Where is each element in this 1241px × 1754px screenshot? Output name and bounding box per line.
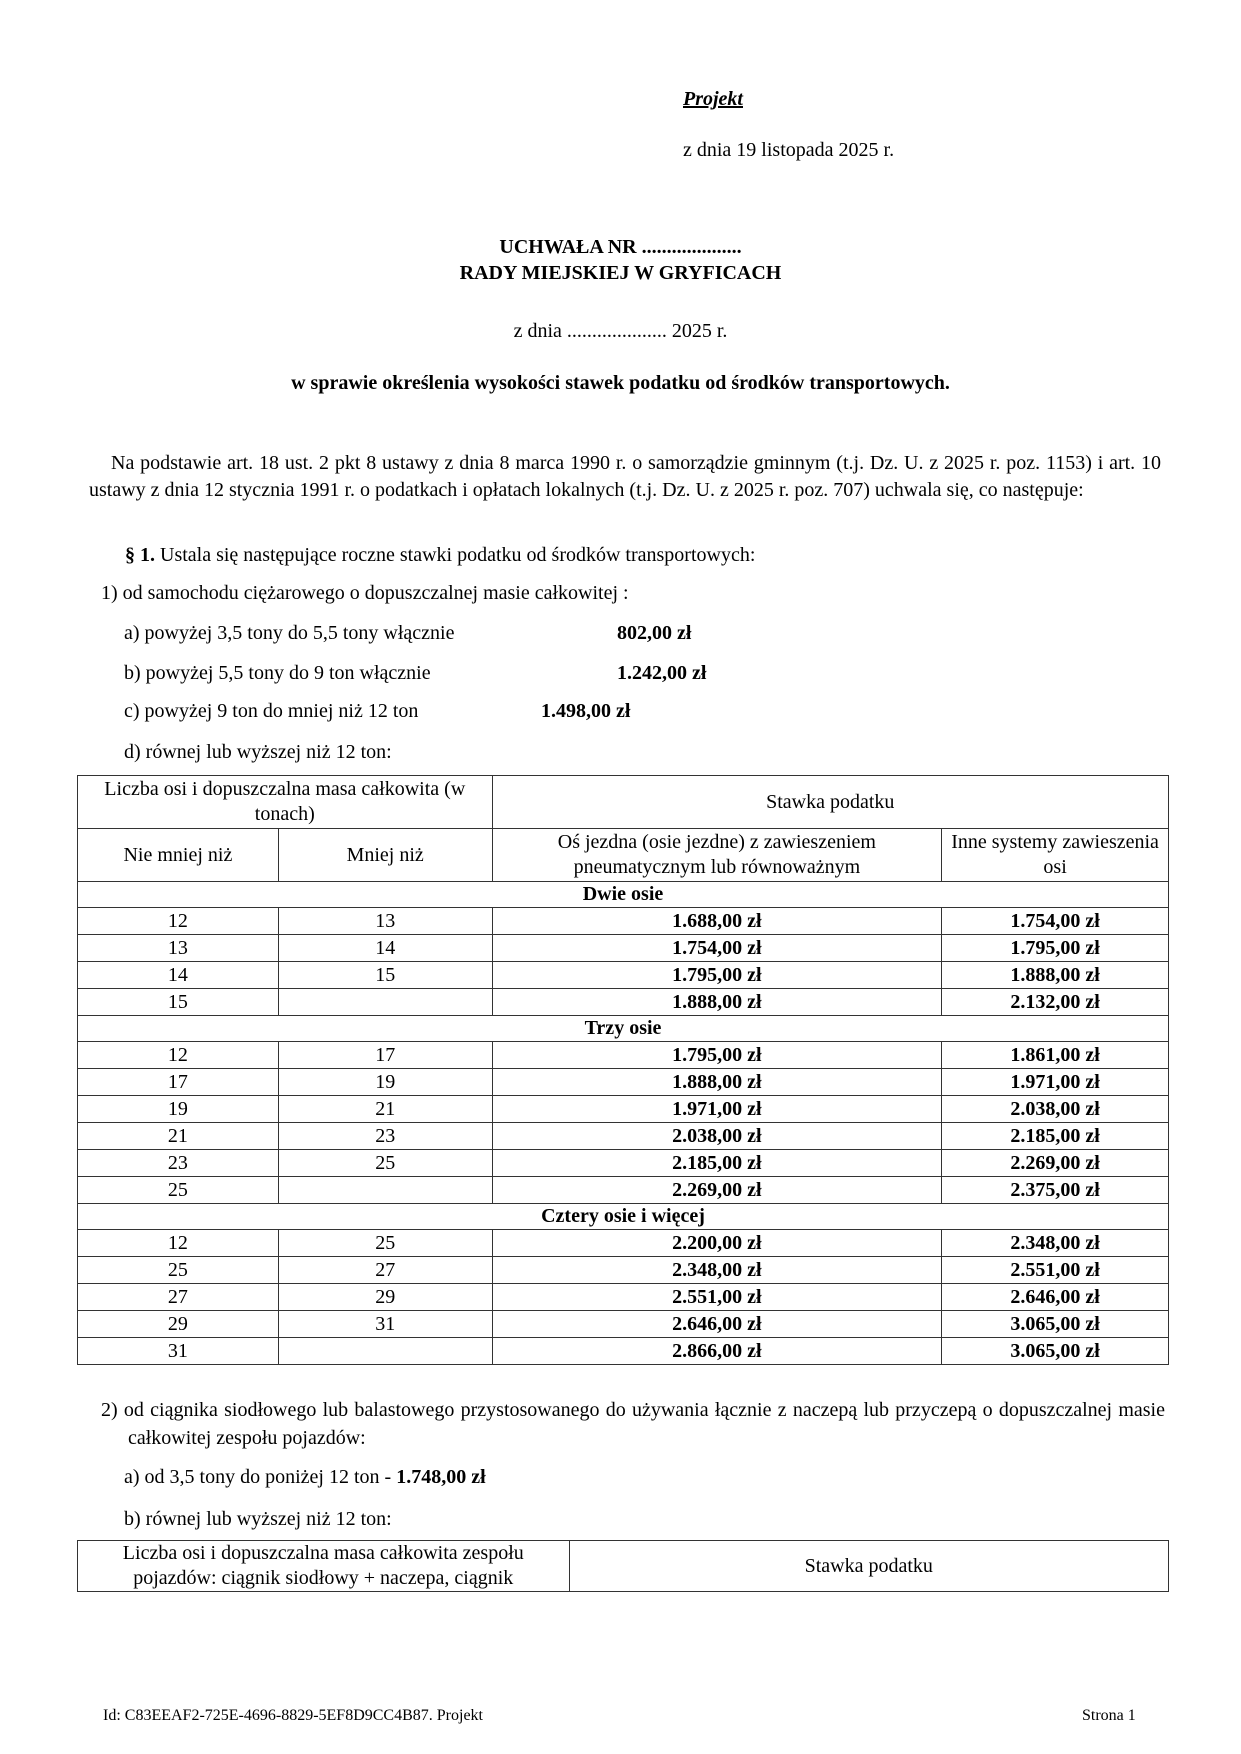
cell-max: 17	[278, 1042, 492, 1069]
section-1-mark: § 1.	[125, 544, 155, 566]
table2-header-row	[78, 1541, 1169, 1592]
cell-max	[278, 989, 492, 1016]
footer-document-id: Id: C83EEAF2-725E-4696-8829-5EF8D9CC4B87. Projekt	[103, 1707, 483, 1724]
header-min: Nie mniej niż	[78, 829, 279, 882]
cell-min: 27	[78, 1284, 279, 1311]
cell-other-rate: 2.551,00 zł	[942, 1257, 1169, 1284]
subitem-c-label: c) powyżej 9 ton do mniej niż 12 ton	[124, 700, 419, 722]
cell-other-rate: 1.971,00 zł	[942, 1069, 1169, 1096]
cell-other-rate: 2.348,00 zł	[942, 1230, 1169, 1257]
cell-pneumatic-rate: 2.646,00 zł	[492, 1311, 942, 1338]
header-pneumatic: Oś jezdna (osie jezdne) z zawieszeniem pneumatycznym lub równoważnym	[492, 829, 942, 882]
cell-other-rate: 1.754,00 zł	[942, 908, 1169, 935]
section-1	[125, 544, 755, 567]
cell-max: 21	[278, 1096, 492, 1123]
header-axles-mass: Liczba osi i dopuszczalna masa całkowita (w tonach)	[78, 776, 493, 829]
projekt-label: Projekt	[683, 88, 743, 110]
cell-min: 23	[78, 1150, 279, 1177]
subitem-a-amount: 802,00 zł	[617, 622, 692, 644]
cell-max	[278, 1338, 492, 1365]
resolution-date: z dnia .................... 2025 r.	[513, 320, 728, 342]
item-2a-label: a) od 3,5 tony do poniżej 12 ton -	[124, 1466, 397, 1488]
cell-min: 31	[78, 1338, 279, 1365]
cell-min: 29	[78, 1311, 279, 1338]
header-tax-rate: Stawka podatku	[492, 776, 1168, 829]
table-section-row	[78, 882, 1169, 908]
table-header-row-1	[78, 776, 1169, 829]
cell-other-rate: 1.888,00 zł	[942, 962, 1169, 989]
cell-pneumatic-rate: 2.185,00 zł	[492, 1150, 942, 1177]
table-row	[78, 908, 1169, 935]
cell-max: 15	[278, 962, 492, 989]
cell-max: 23	[278, 1123, 492, 1150]
section-1-text: Ustala się następujące roczne stawki podatku od środków transportowych:	[155, 544, 756, 566]
resolution-number: UCHWAŁA NR ....................	[499, 236, 742, 258]
cell-pneumatic-rate: 1.971,00 zł	[492, 1096, 942, 1123]
cell-max	[278, 1177, 492, 1204]
cell-other-rate: 3.065,00 zł	[942, 1311, 1169, 1338]
header-max: Mniej niż	[278, 829, 492, 882]
tractor-tax-table	[77, 1540, 1169, 1592]
item-2a-amount: 1.748,00 zł	[396, 1466, 486, 1488]
cell-min: 12	[78, 1230, 279, 1257]
section-title: Cztery osie i więcej	[78, 1204, 1169, 1230]
cell-other-rate: 2.646,00 zł	[942, 1284, 1169, 1311]
cell-max: 25	[278, 1230, 492, 1257]
cell-min: 19	[78, 1096, 279, 1123]
cell-min: 12	[78, 908, 279, 935]
cell-max: 25	[278, 1150, 492, 1177]
cell-pneumatic-rate: 1.888,00 zł	[492, 1069, 942, 1096]
cell-other-rate: 2.132,00 zł	[942, 989, 1169, 1016]
cell-max: 29	[278, 1284, 492, 1311]
table-header-row-2	[78, 829, 1169, 882]
item-2b: b) równej lub wyższej niż 12 ton:	[124, 1508, 392, 1530]
cell-min: 21	[78, 1123, 279, 1150]
subitem-a-label: a) powyżej 3,5 tony do 5,5 tony włącznie	[124, 622, 455, 644]
cell-pneumatic-rate: 2.038,00 zł	[492, 1123, 942, 1150]
cell-pneumatic-rate: 1.888,00 zł	[492, 989, 942, 1016]
section-title: Trzy osie	[78, 1016, 1169, 1042]
table2-header-right: Stawka podatku	[569, 1541, 1168, 1592]
cell-max: 31	[278, 1311, 492, 1338]
item-2a	[124, 1466, 486, 1489]
cell-other-rate: 2.375,00 zł	[942, 1177, 1169, 1204]
section-title: Dwie osie	[78, 882, 1169, 908]
table-row	[78, 1096, 1169, 1123]
resolution-subject: w sprawie określenia wysokości stawek podatku od środków transportowych.	[291, 372, 950, 394]
table-row	[78, 935, 1169, 962]
cell-pneumatic-rate: 1.795,00 zł	[492, 962, 942, 989]
table-row	[78, 1230, 1169, 1257]
cell-pneumatic-rate: 1.754,00 zł	[492, 935, 942, 962]
cell-min: 17	[78, 1069, 279, 1096]
table-section-row	[78, 1016, 1169, 1042]
table-row	[78, 1123, 1169, 1150]
item-2-text: 2) od ciągnika siodłowego lub balastowego przystosowanego do używania łącznie z naczepą lub przyczepą o dopuszczalnej masie całkowitej zespołu pojazdów:	[101, 1399, 1165, 1449]
subitem-d-label: d) równej lub wyższej niż 12 ton:	[124, 741, 392, 763]
item-1: 1) od samochodu ciężarowego o dopuszczalnej masie całkowitej :	[101, 582, 629, 604]
cell-other-rate: 2.038,00 zł	[942, 1096, 1169, 1123]
cell-pneumatic-rate: 2.551,00 zł	[492, 1284, 942, 1311]
header-other: Inne systemy zawieszenia osi	[942, 829, 1169, 882]
council-name: RADY MIEJSKIEJ W GRYFICACH	[459, 262, 782, 284]
cell-other-rate: 2.269,00 zł	[942, 1150, 1169, 1177]
table-section-row	[78, 1204, 1169, 1230]
cell-min: 25	[78, 1177, 279, 1204]
draft-date: z dnia 19 listopada 2025 r.	[683, 139, 895, 161]
cell-pneumatic-rate: 2.866,00 zł	[492, 1338, 942, 1365]
item-2	[101, 1396, 1165, 1452]
table-row	[78, 962, 1169, 989]
cell-other-rate: 1.795,00 zł	[942, 935, 1169, 962]
footer-page-number: Strona 1	[1082, 1707, 1136, 1724]
cell-pneumatic-rate: 1.795,00 zł	[492, 1042, 942, 1069]
cell-other-rate: 3.065,00 zł	[942, 1338, 1169, 1365]
preamble: Na podstawie art. 18 ust. 2 pkt 8 ustawy z dnia 8 marca 1990 r. o samorządzie gminnym (t.j. Dz. U. z 2025 r. poz. 1153) i art. 10 ustawy z dnia 12 stycznia 1991 r. o podatkach i opłatach lokalnych (t.j. Dz. U. z 2025 r. poz. 707) uchwala się, co następuje:	[89, 452, 1161, 501]
table-row	[78, 1042, 1169, 1069]
subitem-b-label: b) powyżej 5,5 tony do 9 ton włącznie	[124, 662, 431, 684]
cell-min: 15	[78, 989, 279, 1016]
cell-other-rate: 1.861,00 zł	[942, 1042, 1169, 1069]
table-row	[78, 1311, 1169, 1338]
cell-max: 19	[278, 1069, 492, 1096]
cell-pneumatic-rate: 2.200,00 zł	[492, 1230, 942, 1257]
table-row	[78, 1284, 1169, 1311]
table2-header-left: Liczba osi i dopuszczalna masa całkowita zespołu pojazdów: ciągnik siodłowy + naczepa, ciągnik	[78, 1541, 570, 1592]
table-row	[78, 989, 1169, 1016]
cell-min: 14	[78, 962, 279, 989]
cell-max: 13	[278, 908, 492, 935]
table-row	[78, 1150, 1169, 1177]
truck-tax-table	[77, 775, 1169, 1365]
table-row	[78, 1177, 1169, 1204]
subitem-b-amount: 1.242,00 zł	[617, 662, 707, 684]
cell-pneumatic-rate: 2.348,00 zł	[492, 1257, 942, 1284]
cell-max: 27	[278, 1257, 492, 1284]
cell-min: 13	[78, 935, 279, 962]
table-row	[78, 1069, 1169, 1096]
table-row	[78, 1338, 1169, 1365]
cell-max: 14	[278, 935, 492, 962]
cell-pneumatic-rate: 1.688,00 zł	[492, 908, 942, 935]
cell-min: 12	[78, 1042, 279, 1069]
table-row	[78, 1257, 1169, 1284]
cell-pneumatic-rate: 2.269,00 zł	[492, 1177, 942, 1204]
cell-other-rate: 2.185,00 zł	[942, 1123, 1169, 1150]
cell-min: 25	[78, 1257, 279, 1284]
subitem-c-amount: 1.498,00 zł	[541, 700, 631, 722]
